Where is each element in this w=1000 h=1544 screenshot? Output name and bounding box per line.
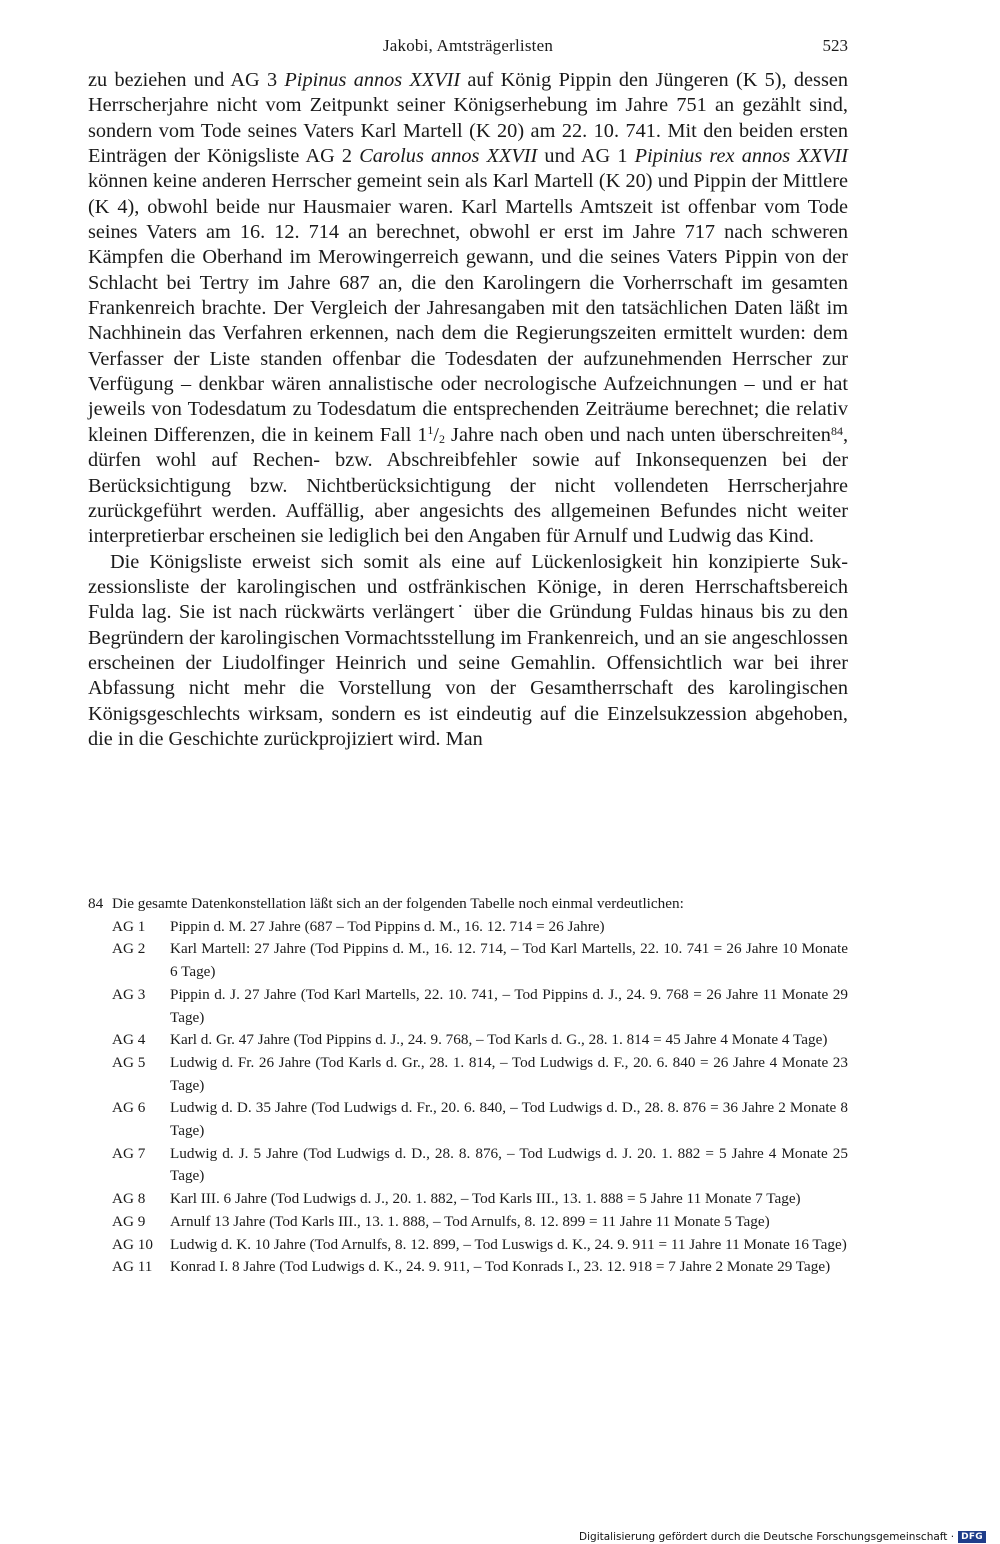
p1-italic-pipinus: Pipinus annos XXVII bbox=[284, 69, 461, 91]
row-label: AG 2 bbox=[112, 940, 146, 958]
row-text: Konrad I. 8 Jahre (Tod Ludwigs d. K., 24. 9. 911, – Tod Konrads I., 23. 12. 918 = 7 Jahre 2 Monate 29 Tage) bbox=[170, 1258, 831, 1276]
page-number: 523 bbox=[822, 36, 848, 55]
running-head: Jakobi, Amtsträgerlisten bbox=[382, 36, 554, 55]
row-label: AG 6 bbox=[112, 1099, 146, 1117]
row-text: Ludwig d. J. 5 Jahre (Tod Ludwigs d. D., 28. 8. 876, – Tod Ludwigs d. J. 20. 1. 882 = 5 Jahre 4 Monate 25 Tage) bbox=[170, 1144, 848, 1185]
p1-text-4: können keine anderen Herrscher gemeint sein als Karl Martell (K 20) und Pippin der Mittlere (K 4), obwohl beide nur Hausmaier waren. Karl Martells Amtszeit ist offenbar vom Tode seines Vaters am 16. 12. 714 an berechnet, obwohl er erst im Jahre 717 nach schweren Kämpfen die Oberhand im Merowingerreich gewann, und die seines Vaters Pippin von der Schlacht bei Tertry im Jahre 687 an, die den Karolingern die Vorherrschaft im gesamten Frankenreich brachte. Der Vergleich der Jahresangaben mit den tatsächlichen Daten läßt im Nachhinein das Verfahren erkennen, nach dem die Regierungszeiten ermittelt wurden: dem Verfasser der Liste standen offenbar die Todesdaten der aufzunehmenden Herrscher zur Verfügung – denkbar wären annalistische oder necrologische Aufzeichnungen – und er hat jeweils von Todesdatum zu Todesdatum die entsprechenden Zeiträume berechnet; die relativ kleinen Differenzen, die in keinem Fall bbox=[88, 170, 848, 446]
table-row bbox=[112, 1211, 848, 1234]
p1-text-6: , dürfen wohl auf Rechen- bzw. Abschreibfehler sowie auf Inkonsequenzen bei der Berücksichtigung bzw. Nichtberücksichtigung der nicht vollendeten Herrscherjahre zurückgeführt werden. Auffällig, aber angesichts des allgemeinen Befundes nicht weiter interpretierbar erscheinen sie lediglich bei den Angaben für Arnulf und Ludwig das Kind. bbox=[88, 423, 849, 548]
paragraph-2: Die Königsliste erweist sich somit als eine auf Lückenlosigkeit hin konzipierte Sukzessionsliste der karolingischen und ostfränkischen Könige, in deren Herrschaftsbereich Fulda lag. Sie ist nach rückwärts verlängert˙ über die Gründung Fuldas hinaus bis zu den Begründern der karolingischen Vormachtsstellung im Frankenreich, und an sie angeschlossen erscheinen der Liudolfinger Heinrich und seine Gemahlin. Offensichtlich war bei ihrer Abfassung nicht mehr die Vorstellung von der Gesamtherrschaft des karolingischen Königsgeschlechts wirksam, sondern es ist eindeutig auf die Einzelsukzession abgehoben, die in die Geschichte zurückprojiziert wird. Man bbox=[88, 550, 848, 750]
credit-text: Digitalisierung gefördert durch die Deutsche Forschungsgemeinschaft · bbox=[579, 1531, 955, 1543]
row-label: AG 9 bbox=[112, 1212, 146, 1230]
main-text bbox=[88, 68, 848, 752]
p1-text-2: auf König Pippin den Jüngeren (K 5), dessen Herrscherjahre nicht vom Zeitpunkt seiner Königserhebung im Jahre 751 an gezählt sind, sondern vom Tode seines Vaters Karl Martell (K 20) am 22. 10. 741. Mit den beiden ersten Einträgen der Königsliste AG 2 bbox=[88, 69, 848, 168]
row-text: Ludwig d. D. 35 Jahre (Tod Ludwigs d. Fr., 20. 6. 840, – Tod Ludwigs d. D., 28. 8. 876 = 36 Jahre 2 Monate 8 Tage) bbox=[170, 1099, 848, 1140]
fraction-slash: / bbox=[433, 423, 439, 446]
table-row bbox=[112, 1188, 848, 1211]
fraction-numerator: 1 bbox=[427, 422, 434, 437]
fraction-whole: 1 bbox=[417, 423, 428, 446]
table-row bbox=[112, 938, 848, 983]
row-text: Pippin d. J. 27 Jahre (Tod Karl Martells, 22. 10. 741, – Tod Pippins d. J., 24. 9. 768 = 26 Jahre 11 Monate 29 Tage) bbox=[170, 985, 848, 1026]
row-label: AG 8 bbox=[112, 1190, 146, 1208]
table-row bbox=[112, 984, 848, 1029]
row-label: AG 5 bbox=[112, 1053, 146, 1071]
p1-italic-pipinius: Pipinius rex annos XXVII bbox=[634, 145, 848, 168]
p1-italic-carolus: Carolus annos XXVII bbox=[359, 145, 538, 168]
footnote-table bbox=[112, 916, 848, 1279]
row-label: AG 3 bbox=[112, 985, 146, 1003]
p1-text-1: zu beziehen und AG 3 bbox=[88, 69, 285, 91]
footnote-reference[interactable]: 84 bbox=[830, 423, 843, 438]
dfg-logo: DFG bbox=[958, 1531, 986, 1543]
table-row bbox=[112, 916, 848, 939]
table-row bbox=[112, 1256, 848, 1279]
footnote-84 bbox=[88, 893, 848, 1279]
row-text: Karl III. 6 Jahre (Tod Ludwigs d. J., 20. 1. 882, – Tod Karls III., 13. 1. 888 = 5 Jahre 11 Monate 7 Tage) bbox=[170, 1190, 801, 1208]
fraction-one-and-half bbox=[417, 424, 445, 446]
p1-text-3: und AG 1 bbox=[537, 145, 635, 168]
row-text: Arnulf 13 Jahre (Tod Karls III., 13. 1. 888, – Tod Arnulfs, 8. 12. 899 = 11 Jahre 11 Monate 5 Tage) bbox=[170, 1212, 770, 1230]
page-header bbox=[88, 36, 848, 62]
row-label: AG 4 bbox=[112, 1031, 146, 1049]
table-row bbox=[112, 1097, 848, 1142]
p1-text-5: Jahre nach oben und nach unten überschreiten bbox=[444, 423, 831, 446]
table-row bbox=[112, 1052, 848, 1097]
footnote-intro bbox=[88, 893, 848, 916]
row-text: Karl d. Gr. 47 Jahre (Tod Pippins d. J., 24. 9. 768, – Tod Karls d. G., 28. 1. 814 = 45 Jahre 4 Monate 4 Tage) bbox=[170, 1031, 828, 1049]
row-label: AG 10 bbox=[112, 1235, 153, 1253]
row-text: Ludwig d. Fr. 26 Jahre (Tod Karls d. Gr., 28. 1. 814, – Tod Ludwigs d. F., 20. 6. 840 = 26 Jahre 4 Monate 23 Tage) bbox=[170, 1053, 848, 1094]
fraction-denominator: 2 bbox=[438, 431, 445, 446]
row-label: AG 11 bbox=[112, 1258, 153, 1276]
footnote-number: 84 bbox=[88, 895, 104, 912]
row-text: Ludwig d. K. 10 Jahre (Tod Arnulfs, 8. 12. 899, – Tod Luswigs d. K., 24. 9. 911 = 11 Jahre 11 Monate 16 Tage) bbox=[170, 1235, 847, 1253]
table-row bbox=[112, 1234, 848, 1257]
table-row bbox=[112, 1029, 848, 1052]
table-row bbox=[112, 1143, 848, 1188]
row-text: Pippin d. M. 27 Jahre (687 – Tod Pippins d. M., 16. 12. 714 = 26 Jahre) bbox=[170, 917, 605, 935]
row-text: Karl Martell: 27 Jahre (Tod Pippins d. M., 16. 12. 714, – Tod Karl Martells, 22. 10. 741 = 26 Jahre 10 Monate 6 Tage) bbox=[170, 940, 848, 981]
row-label: AG 1 bbox=[112, 917, 146, 935]
digitization-credit bbox=[579, 1530, 986, 1544]
footnote-intro-text: Die gesamte Datenkonstellation läßt sich an der folgenden Tabelle noch einmal verdeutlichen: bbox=[112, 895, 684, 912]
paragraph-1 bbox=[88, 68, 848, 550]
row-label: AG 7 bbox=[112, 1144, 146, 1162]
